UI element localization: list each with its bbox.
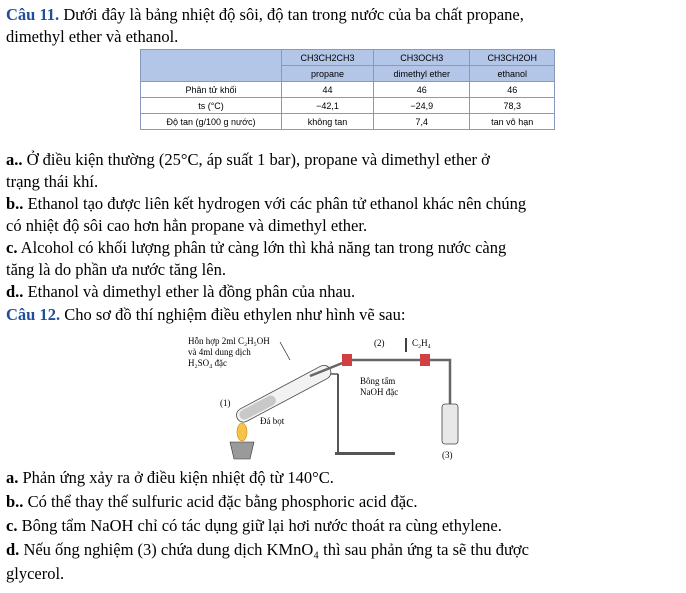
table-cell: 44 <box>282 82 374 98</box>
option-label: a. <box>6 468 19 487</box>
q12-option-c <box>6 515 502 537</box>
q11-option-b-cont: có nhiệt độ sôi cao hơn hẳn propane và dimethyl ether. <box>6 216 368 235</box>
table-formula: CH3OCH3 <box>374 50 470 66</box>
option-text: Alcohol có khối lượng phân tử càng lớn thì khả năng tan trong nước càng <box>17 238 507 257</box>
cotton-label-2: NaOH đặc <box>360 387 399 397</box>
mix-label-2: và 4ml dung dịch <box>188 347 251 357</box>
q12-option-d <box>6 539 529 561</box>
option-label: a.. <box>6 150 23 169</box>
table-formula: CH3CH2OH <box>470 50 555 66</box>
option-text: Nếu ống nghiệm (3) chứa dung dịch KMnO₄ thì sau phản ứng ta sẽ thu được <box>19 540 529 559</box>
alcohol-burner <box>230 442 254 459</box>
table-row-label: Phân tử khối <box>141 82 282 98</box>
table-compound-name: propane <box>282 66 374 82</box>
ethylene-apparatus-diagram <box>160 334 480 464</box>
q11-option-c <box>6 237 506 259</box>
q11-option-a <box>6 149 490 171</box>
table-row <box>141 114 555 130</box>
gas-label: C₂H₄ <box>412 338 431 348</box>
q11-title: Câu 11. <box>6 5 60 24</box>
table-cell: −42,1 <box>282 98 374 114</box>
table-cell: 46 <box>470 82 555 98</box>
table-cell: không tan <box>282 114 374 130</box>
label-2: (2) <box>374 338 385 348</box>
q12-title: Câu 12. <box>6 305 61 324</box>
option-label: c. <box>6 238 18 257</box>
table-row <box>141 82 555 98</box>
receiving-tube <box>442 404 458 444</box>
label-3: (3) <box>442 450 453 460</box>
q12-intro <box>6 304 405 326</box>
table-row-label: ts (°C) <box>141 98 282 114</box>
table-cell: 78,3 <box>470 98 555 114</box>
option-label: c. <box>6 516 18 535</box>
table-cell: 7,4 <box>374 114 470 130</box>
cotton-label-1: Bông tẩm <box>360 376 396 386</box>
pointer-line <box>280 342 290 360</box>
q11-option-b <box>6 193 526 215</box>
q11-intro-text-1: Dưới đây là bảng nhiệt độ sôi, độ tan trong nước của ba chất propane, <box>59 5 524 24</box>
option-label: d. <box>6 540 20 559</box>
q12-option-d-cont: glycerol. <box>6 564 65 583</box>
q11-intro <box>6 4 524 26</box>
q11-option-d <box>6 281 355 303</box>
q12-option-a <box>6 467 334 489</box>
table-formula: CH3CH2CH3 <box>282 50 374 66</box>
option-text: Có thể thay thế sulfuric acid đặc bằng phosphoric acid đặc. <box>23 492 418 511</box>
mix-label-3: H₂SO₄ đặc <box>188 358 228 368</box>
option-label: b.. <box>6 194 24 213</box>
table-row <box>141 98 555 114</box>
table-cell: 46 <box>374 82 470 98</box>
table-corner <box>141 50 282 82</box>
q11-option-c-cont: tăng là do phần ưa nước tăng lên. <box>6 260 226 279</box>
option-text: Bông tẩm NaOH chỉ có tác dụng giữ lại hơi nước thoát ra cùng ethylene. <box>17 516 502 535</box>
option-text: Ở điều kiện thường (25°C, áp suất 1 bar), propane và dimethyl ether ở <box>22 150 490 169</box>
q11-intro-line2: dimethyl ether và ethanol. <box>6 27 179 46</box>
stone-label: Đá bọt <box>260 416 285 426</box>
mix-label-1: Hỗn hợp 2ml C₂H₅OH <box>188 336 270 346</box>
label-1: (1) <box>220 398 231 408</box>
table-cell: tan vô hạn <box>470 114 555 130</box>
cotton-plug <box>342 354 352 366</box>
stand-base <box>335 452 395 455</box>
table-compound-name: dimethyl ether <box>374 66 470 82</box>
table-compound-name: ethanol <box>470 66 555 82</box>
flame-icon <box>237 423 247 441</box>
option-text: Ethanol tạo được liên kết hydrogen với các phân tử ethanol khác nên chúng <box>23 194 527 213</box>
option-text: Ethanol và dimethyl ether là đồng phân của nhau. <box>23 282 356 301</box>
option-label: d.. <box>6 282 24 301</box>
cotton-plug <box>420 354 430 366</box>
q11-option-a-cont: trạng thái khí. <box>6 172 99 191</box>
option-text: Phản ứng xảy ra ở điều kiện nhiệt độ từ 140°C. <box>18 468 334 487</box>
table-row-label: Độ tan (g/100 g nước) <box>141 114 282 130</box>
table-cell: −24,9 <box>374 98 470 114</box>
option-label: b.. <box>6 492 24 511</box>
q12-option-b <box>6 491 417 513</box>
properties-table <box>140 49 555 130</box>
q12-intro-text: Cho sơ đồ thí nghiệm điều ethylen như hình vẽ sau: <box>60 305 406 324</box>
